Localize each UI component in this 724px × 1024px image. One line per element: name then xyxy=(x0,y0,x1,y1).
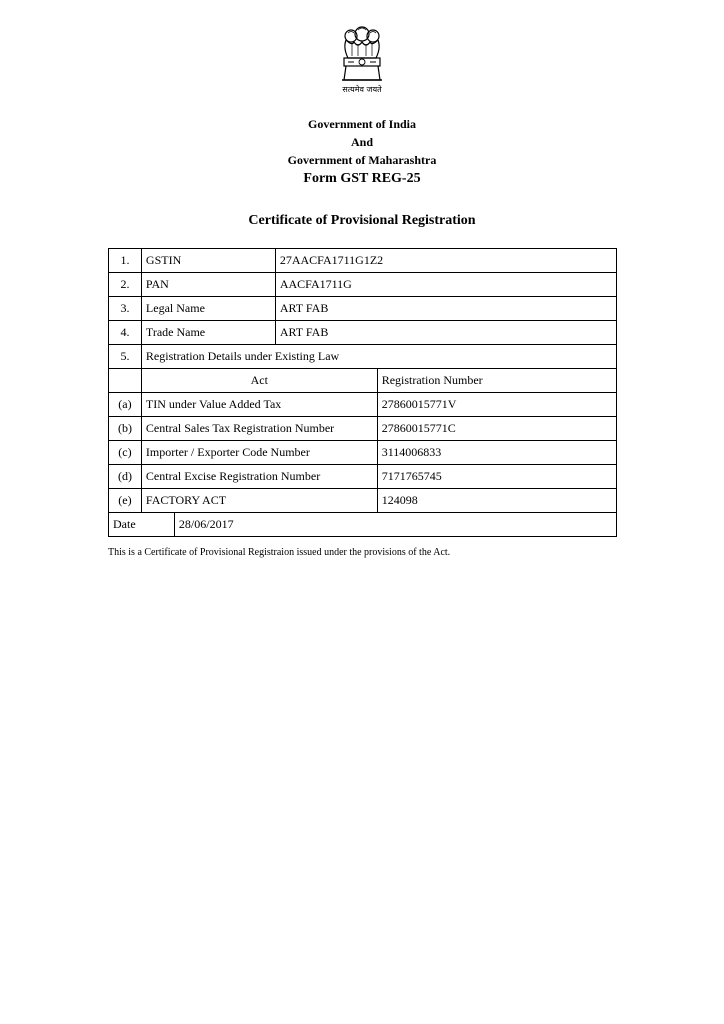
blank-cell xyxy=(109,369,142,393)
registration-number: 124098 xyxy=(377,489,616,513)
row-number: 2. xyxy=(109,273,142,297)
date-row xyxy=(109,513,617,537)
field-label: Trade Name xyxy=(141,321,275,345)
table-row xyxy=(109,441,617,465)
pan-value: AACFA1711G xyxy=(275,273,616,297)
date-label: Date xyxy=(109,513,175,537)
act-name: FACTORY ACT xyxy=(141,489,377,513)
row-number: 5. xyxy=(109,345,142,369)
section-label: Registration Details under Existing Law xyxy=(141,345,616,369)
table-row xyxy=(109,345,617,369)
registration-number: 7171765745 xyxy=(377,465,616,489)
footer-note: This is a Certificate of Provisional Registraion issued under the provisions of the Act. xyxy=(108,547,451,558)
table-row xyxy=(109,249,617,273)
field-label: Legal Name xyxy=(141,297,275,321)
row-number: (e) xyxy=(109,489,142,513)
govt-of-india-heading: Government of India xyxy=(308,117,416,131)
table-row xyxy=(109,273,617,297)
row-number: 3. xyxy=(109,297,142,321)
row-number: (d) xyxy=(109,465,142,489)
emblem-motto: सत्यमेव जयते xyxy=(342,85,382,94)
act-name: Central Sales Tax Registration Number xyxy=(141,417,377,441)
field-label: GSTIN xyxy=(141,249,275,273)
row-number: (c) xyxy=(109,441,142,465)
act-name: Importer / Exporter Code Number xyxy=(141,441,377,465)
certificate-title: Certificate of Provisional Registration xyxy=(248,213,476,228)
table-row xyxy=(109,297,617,321)
and-heading: And xyxy=(350,135,373,149)
trade-name-value: ART FAB xyxy=(275,321,616,345)
col-header-act: Act xyxy=(141,369,377,393)
table-row xyxy=(109,417,617,441)
act-name: Central Excise Registration Number xyxy=(141,465,377,489)
national-emblem-icon xyxy=(332,22,392,86)
table-row xyxy=(109,321,617,345)
table-row xyxy=(109,465,617,489)
form-title: Form GST REG-25 xyxy=(303,171,421,186)
registration-number: 27860015771C xyxy=(377,417,616,441)
act-name: TIN under Value Added Tax xyxy=(141,393,377,417)
govt-of-maharashtra-heading: Government of Maharashtra xyxy=(287,153,437,167)
table-row xyxy=(109,393,617,417)
registration-details-table xyxy=(108,248,617,537)
row-number: 4. xyxy=(109,321,142,345)
col-header-registration-number: Registration Number xyxy=(377,369,616,393)
row-number: 1. xyxy=(109,249,142,273)
registration-number: 27860015771V xyxy=(377,393,616,417)
registration-number: 3114006833 xyxy=(377,441,616,465)
row-number: (b) xyxy=(109,417,142,441)
row-number: (a) xyxy=(109,393,142,417)
legal-name-value: ART FAB xyxy=(275,297,616,321)
table-header-row xyxy=(109,369,617,393)
gstin-value: 27AACFA1711G1Z2 xyxy=(275,249,616,273)
field-label: PAN xyxy=(141,273,275,297)
table-row xyxy=(109,489,617,513)
date-value: 28/06/2017 xyxy=(174,513,616,537)
